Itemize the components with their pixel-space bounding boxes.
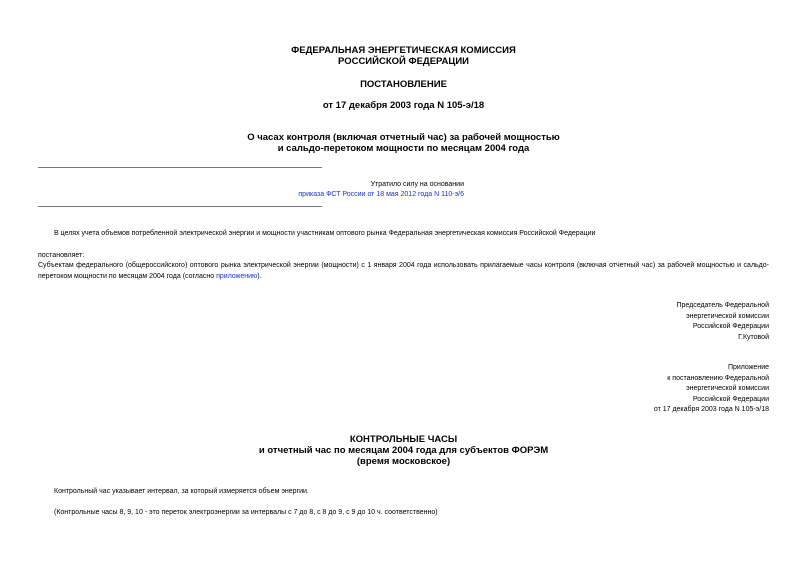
decision-text-2: ). xyxy=(257,272,262,280)
decision-paragraph xyxy=(38,261,769,282)
appendix-title-line-1: КОНТРОЛЬНЫЕ ЧАСЫ xyxy=(349,434,458,445)
subject-line-1: О часах контроля (включая отчетный час) за рабочей мощностью xyxy=(247,132,560,143)
issuer-line-1: ФЕДЕРАЛЬНАЯ ЭНЕРГЕТИЧЕСКАЯ КОМИССИЯ xyxy=(291,45,516,56)
document-date: от 17 декабря 2003 года N 105-э/18 xyxy=(322,100,485,111)
issuer-heading xyxy=(0,45,807,67)
appendix-ref-line-3: энергетической комиссии xyxy=(686,385,769,392)
decision-text-1: Субъектам федерального (общероссийского) оптового рынка электрической энергии (мощности) с 1 января 2004 года использовать прилагаемые часы контроля (включая отчетный час) за рабочей мощностью и сальдо-перетоком мощности по месяцам 2004 года (согласно xyxy=(38,262,769,280)
signature-line-3: Российской Федерации xyxy=(692,323,769,330)
signature-line-1: Председатель Федеральной xyxy=(676,302,769,309)
appendix-ref-line-4: Российской Федерации xyxy=(692,395,769,403)
appendix-title-line-3: (время московское) xyxy=(356,456,451,467)
appendix-title-line-2: и отчетный час по месяцам 2004 года для субъектов ФОРЭМ xyxy=(258,445,549,456)
signature-line-2: энергетической комиссии xyxy=(686,312,769,320)
signature-line-4: Г.Кутовой xyxy=(738,333,769,341)
appendix-reference-block xyxy=(654,363,769,416)
document-type: ПОСТАНОВЛЕНИЕ xyxy=(360,79,447,90)
appendix-ref-line-2: к постановлению Федеральной xyxy=(667,374,769,382)
document-subject xyxy=(0,132,807,154)
appendix-title xyxy=(0,434,807,467)
appendix-ref-line-1: Приложение xyxy=(727,364,769,371)
appendix-note-2: (Контрольные часы 8, 9, 10 - это переток электроэнергии за интервалы с 7 до 8, с 8 до 9, с 9 до 10 ч. соответственно) xyxy=(54,509,438,516)
status-top-rule xyxy=(38,167,322,168)
status-note: Утратило силу на основании xyxy=(370,181,464,188)
appendix-link[interactable]: приложению xyxy=(216,272,258,280)
repeal-order-link[interactable]: приказа ФСТ России от 18 мая 2012 года N 110-э/6 xyxy=(298,191,464,198)
signature-block xyxy=(676,301,769,343)
appendix-note-1: Контрольный час указывает интервал, за который измеряется объем энергии. xyxy=(54,488,309,495)
intro-paragraph: В целях учета объемов потребленной электрической энергии и мощности участникам оптового рынка Федеральная энергетическая комиссия Российской Федерации xyxy=(54,230,596,237)
status-bottom-rule xyxy=(38,206,322,207)
subject-line-2: и сальдо-перетоком мощности по месяцам 2004 года xyxy=(277,143,530,154)
appendix-ref-line-5: от 17 декабря 2003 года N 105-э/18 xyxy=(653,406,769,413)
resolves-word: постановляет: xyxy=(38,252,85,259)
issuer-line-2: РОССИЙСКОЙ ФЕДЕРАЦИИ xyxy=(337,56,469,67)
